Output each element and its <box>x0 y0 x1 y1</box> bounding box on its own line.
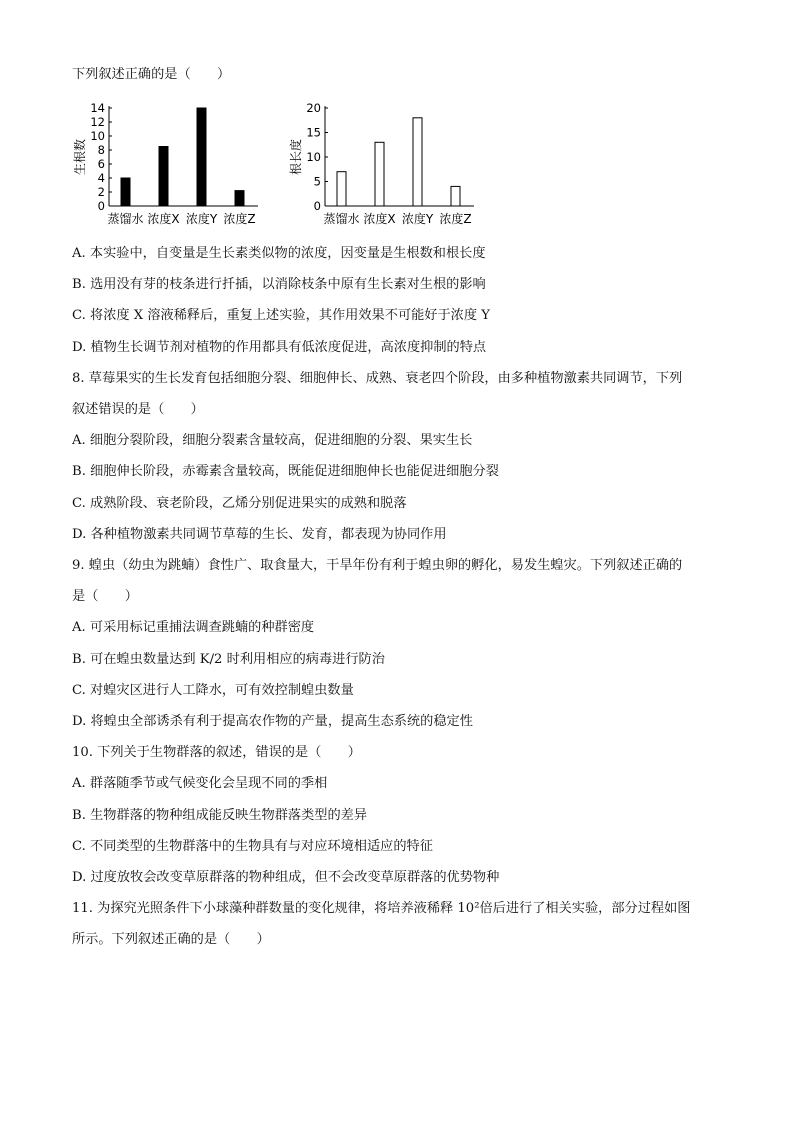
question-10-option-d: D. 过度放牧会改变草原群落的物种组成，但不会改变草原群落的优势物种 <box>72 870 500 885</box>
question-10-stem: 10. 下列关于生物群落的叙述，错误的是（ ） <box>72 745 361 760</box>
chart-2-y-tick-label: 10 <box>306 150 321 164</box>
question-7-stem: 下列叙述正确的是（ ） <box>72 67 231 82</box>
chart-1-category-label: 蒸馏水 <box>107 212 144 226</box>
question-9-option-b: B. 可在蝗虫数量达到 K/2 时利用相应的病毒进行防治 <box>72 652 385 667</box>
question-7-option-d: D. 植物生长调节剂对植物的作用都具有低浓度促进，高浓度抑制的特点 <box>72 340 487 355</box>
chart-2-bar-2 <box>375 142 384 206</box>
question-10-option-c: C. 不同类型的生物群落中的生物具有与对应环境相适应的特征 <box>72 839 433 854</box>
chart-1-category-label: 浓度Z <box>223 212 256 226</box>
question-8-option-c: C. 成熟阶段、衰老阶段，乙烯分别促进果实的成熟和脱落 <box>72 496 407 511</box>
question-9-option-c: C. 对蝗灾区进行人工降水，可有效控制蝗虫数量 <box>72 683 354 698</box>
chart-1-category-label: 浓度Y <box>185 212 218 226</box>
question-7-option-b: B. 选用没有芽的枝条进行扦插，以消除枝条中原有生长素对生根的影响 <box>72 277 486 292</box>
chart-1-y-tick-label: 0 <box>97 199 105 213</box>
question-7-option-c: C. 将浓度 X 溶液稀释后，重复上述实验，其作用效果不可能好于浓度 Y <box>72 308 490 323</box>
question-11-stem-line-2: 所示。下列叙述正确的是（ ） <box>72 932 270 947</box>
chart-1-y-axis-label: 生根数 <box>73 138 87 176</box>
chart-1-category-label: 浓度X <box>147 212 180 226</box>
chart-1-y-tick-label: 4 <box>97 171 105 185</box>
chart-2-y-tick-label: 0 <box>313 199 321 213</box>
chart-1-y-tick-label: 6 <box>97 157 105 171</box>
question-8-option-a: A. 细胞分裂阶段，细胞分裂素含量较高，促进细胞的分裂、果实生长 <box>72 433 473 448</box>
chart-2-category-label: 浓度X <box>363 212 396 226</box>
chart-1-y-tick-label: 8 <box>97 143 105 157</box>
question-10-option-b: B. 生物群落的物种组成能反映生物群落类型的差异 <box>72 808 368 823</box>
chart-1-bar-2 <box>159 147 168 207</box>
question-9-option-d: D. 将蝗虫全部诱杀有利于提高农作物的产量，提高生态系统的稳定性 <box>72 714 473 729</box>
chart-2-bar-4 <box>451 186 460 206</box>
chart-1-y-tick-label: 10 <box>90 129 105 143</box>
chart-1-bar-3 <box>197 108 206 206</box>
question-8-option-b: B. 细胞伸长阶段，赤霉素含量较高，既能促进细胞伸长也能促进细胞分裂 <box>72 464 499 479</box>
question-8-option-d: D. 各种植物激素共同调节草莓的生长、发育，都表现为协同作用 <box>72 527 447 542</box>
question-11-stem-line-1: 11. 为探究光照条件下小球藻种群数量的变化规律，将培养液稀释 10²倍后进行了相关实验，部分过程如图 <box>72 901 691 916</box>
chart-2-y-tick-label: 15 <box>306 125 321 140</box>
chart-2-category-label: 浓度Z <box>439 212 472 226</box>
chart-2-y-tick-label: 5 <box>313 174 321 189</box>
question-8-stem-line-2: 叙述错误的是（ ） <box>72 402 204 417</box>
chart-1-bar-4 <box>235 191 244 206</box>
question-8-stem-line-1: 8. 草莓果实的生长发育包括细胞分裂、细胞伸长、成熟、衰老四个阶段，由多种植物激素共同调节，下列 <box>72 371 683 386</box>
question-9-option-a: A. 可采用标记重捕法调查跳蝻的种群密度 <box>72 620 315 635</box>
chart-2-category-label: 浓度Y <box>401 212 434 226</box>
question-10-option-a: A. 群落随季节或气候变化会呈现不同的季相 <box>72 776 328 791</box>
question-9-stem-line-1: 9. 蝗虫（幼虫为跳蝻）食性广、取食量大，干旱年份有利于蝗虫卵的孵化，易发生蝗灾。下列叙述正确的 <box>72 558 683 573</box>
figure-bar-charts <box>72 96 492 236</box>
chart-1-bar-1 <box>121 178 130 206</box>
bar-charts-svg <box>72 96 492 236</box>
question-7-option-a: A. 本实验中，自变量是生长素类似物的浓度，因变量是生根数和根长度 <box>72 246 486 261</box>
chart-2-y-tick-label: 20 <box>306 101 321 115</box>
chart-1-y-tick-label: 2 <box>97 185 105 199</box>
chart-2-bar-3 <box>413 118 422 206</box>
chart-2-category-label: 蒸馏水 <box>323 212 360 226</box>
chart-1-y-tick-label: 12 <box>90 115 105 129</box>
question-9-stem-line-2: 是（ ） <box>72 589 138 604</box>
chart-2-y-axis-label: 根长度 <box>289 138 303 176</box>
chart-2-bar-1 <box>337 172 346 206</box>
chart-1-y-tick-label: 14 <box>90 101 105 115</box>
